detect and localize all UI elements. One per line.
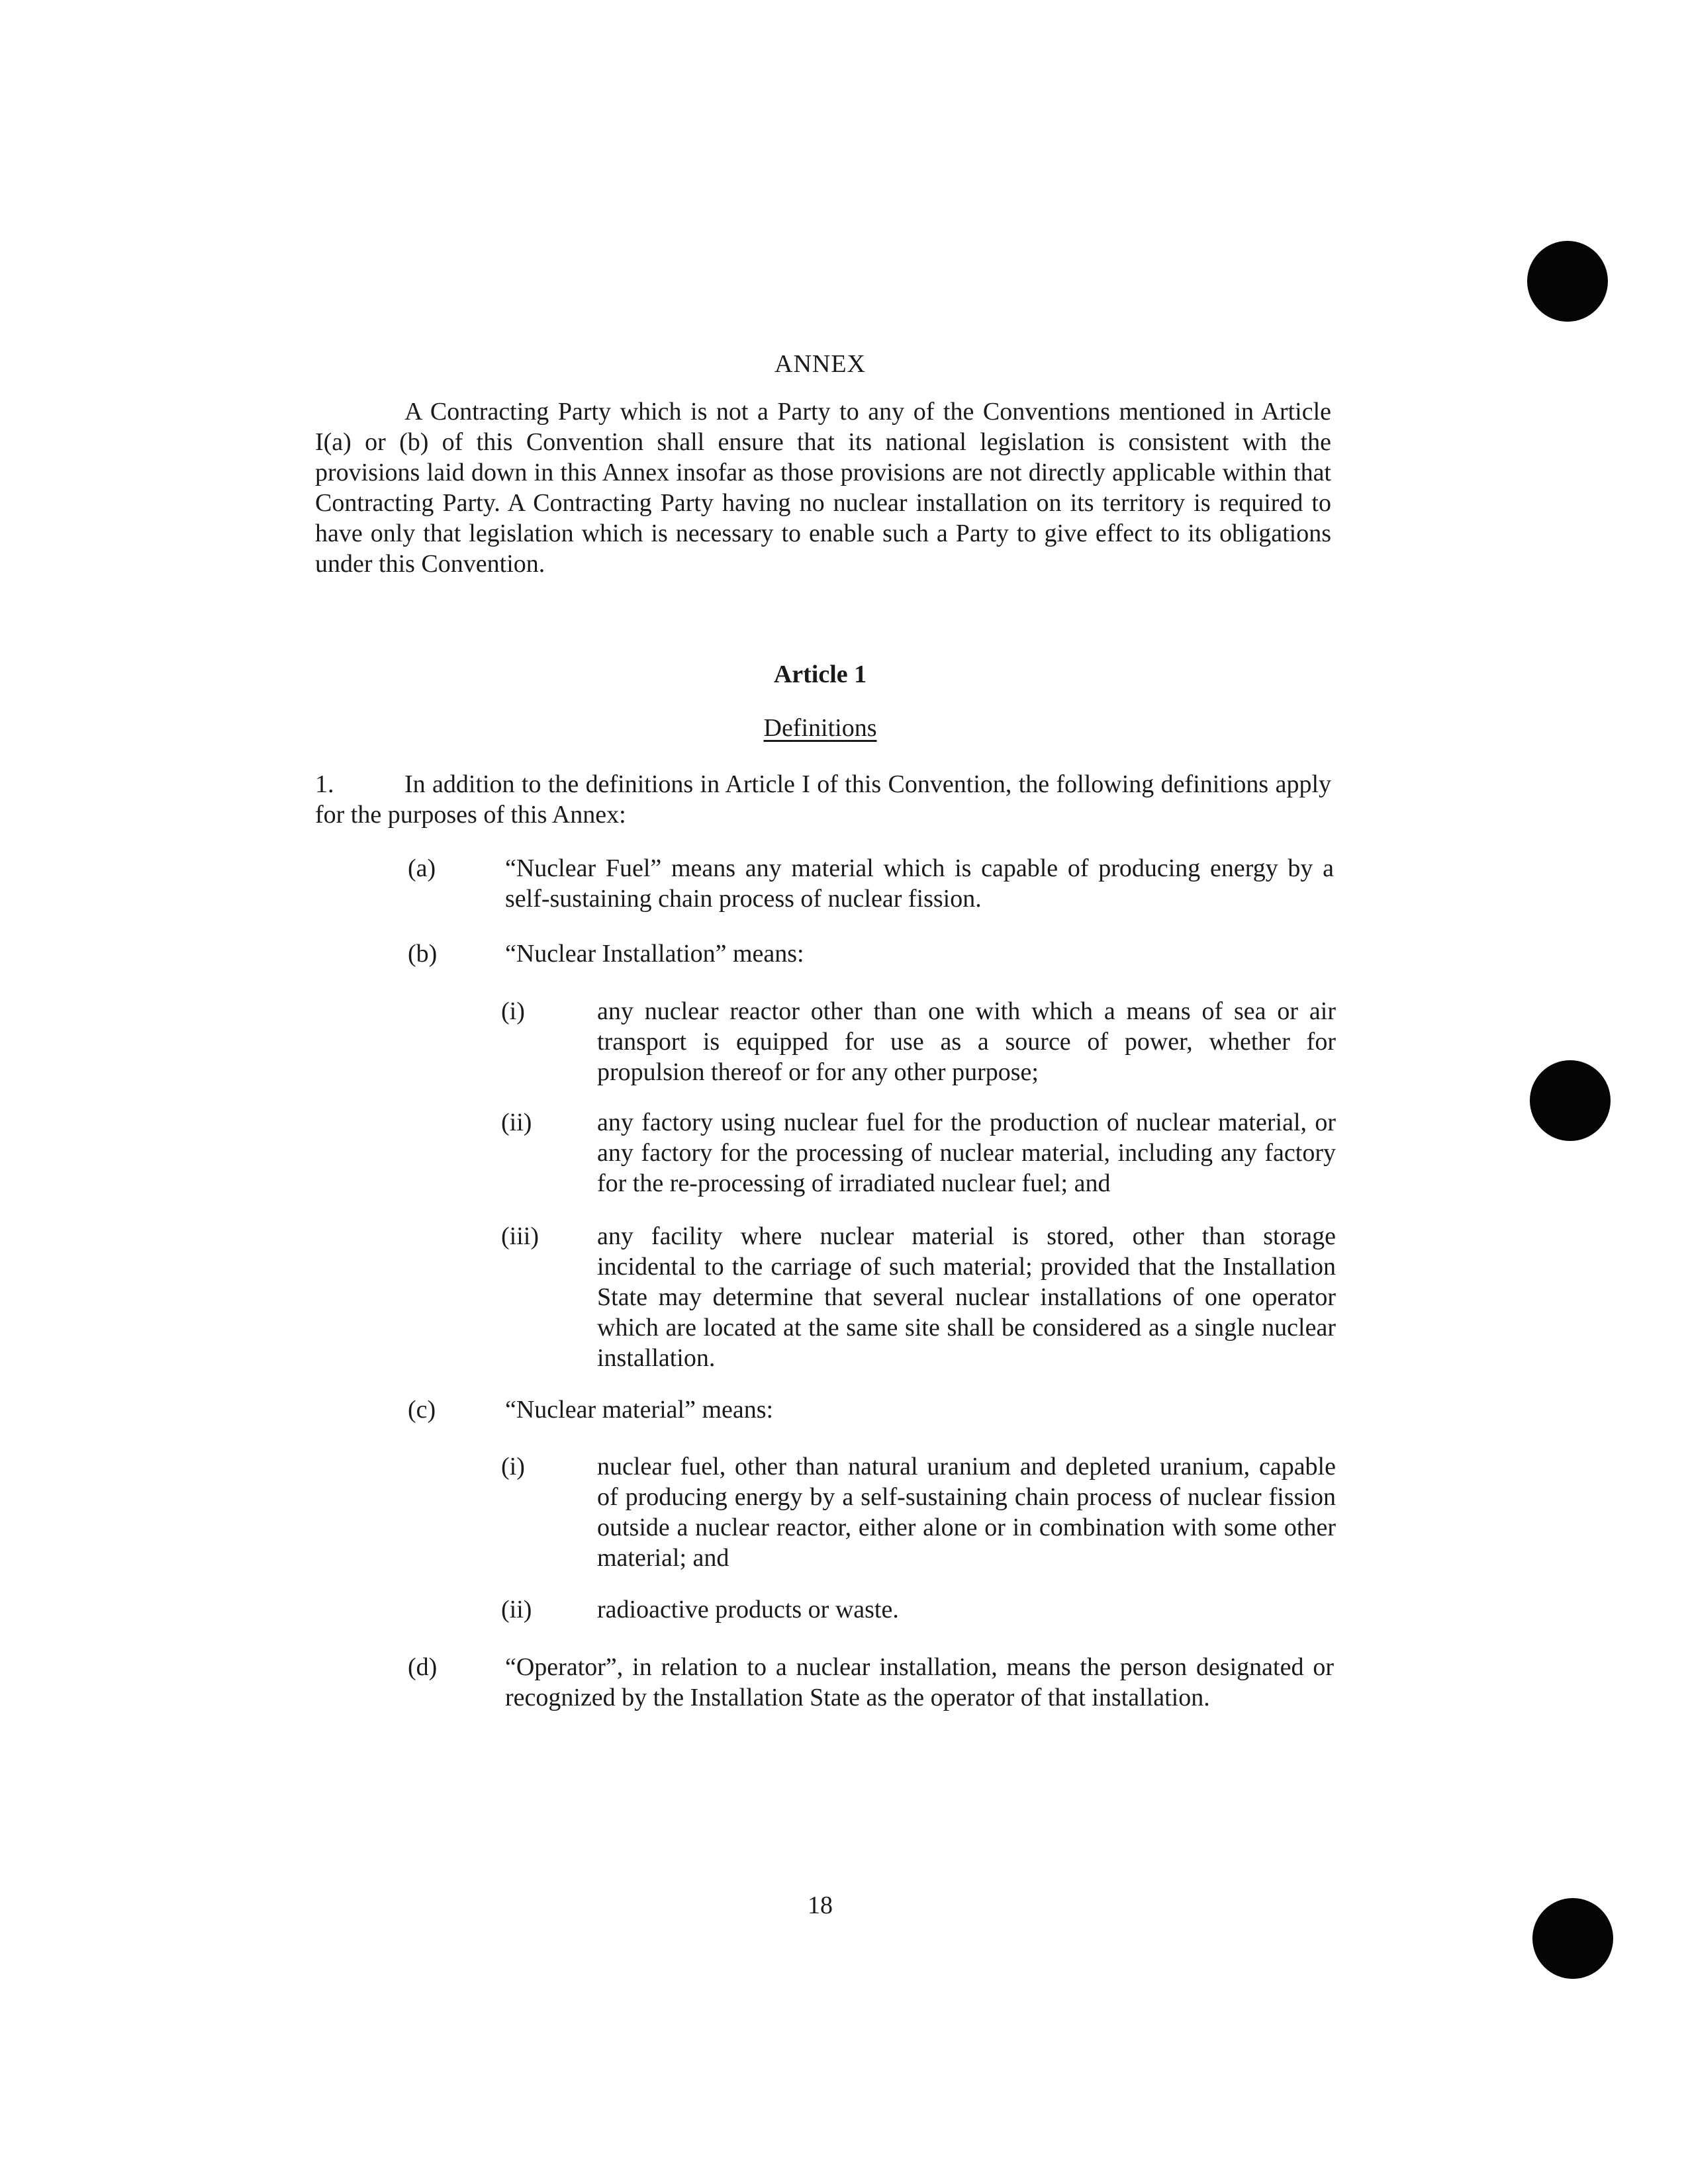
item-label: (b) bbox=[408, 940, 438, 968]
punch-hole-top bbox=[1527, 241, 1608, 322]
definitions-heading: Definitions bbox=[763, 714, 877, 742]
subitem-label: (i) bbox=[501, 1453, 525, 1480]
item-label: (d) bbox=[408, 1653, 438, 1681]
paragraph-text: In addition to the definitions in Article I of this Convention, the following definitions apply for the purposes of this Annex: bbox=[315, 770, 1331, 829]
subitem-text: nuclear fuel, other than natural uranium and depleted uranium, capable of producing energy by a self-sustaining chain process of nuclear fission outside a nuclear reactor, either alone or in combination with some other material; and bbox=[597, 1453, 1336, 1572]
subitem-text: any facility where nuclear material is stored, other than storage incidental to the carriage of such material; provided that the Installation State may determine that several nuclear installations of one operator which are located at the same site shall be considered as a single nuclear installation. bbox=[597, 1222, 1336, 1372]
subitem-text: radioactive products or waste. bbox=[597, 1596, 899, 1623]
intro-paragraph: A Contracting Party which is not a Party to any of the Conventions mentioned in Article I(a) or (b) of this Convention shall ensure that its national legislation is consistent with the provisions laid down in this Annex insofar as those provisions are not directly applicable within that Contracting Party. A Contracting Party having no nuclear installation on its territory is required to have only that legislation which is necessary to enable such a Party to give effect to its obligations under this Convention. bbox=[315, 398, 1331, 578]
item-label: (c) bbox=[408, 1396, 436, 1424]
paragraph-number: 1. bbox=[315, 770, 334, 798]
annex-title: ANNEX bbox=[774, 350, 866, 378]
subitem-label: (ii) bbox=[501, 1596, 532, 1623]
item-label: (a) bbox=[408, 854, 436, 882]
item-text: “Nuclear Installation” means: bbox=[505, 940, 804, 968]
item-text: “Nuclear Fuel” means any material which is capable of producing energy by a self-sustaining chain process of nuclear fission. bbox=[505, 854, 1334, 913]
subitem-label: (i) bbox=[501, 997, 525, 1025]
definitions-paragraph-1 bbox=[315, 769, 1331, 830]
punch-hole-middle bbox=[1530, 1060, 1611, 1141]
item-text: “Operator”, in relation to a nuclear installation, means the person designated or recognized by the Installation State as the operator of that installation. bbox=[505, 1653, 1334, 1711]
subitem-label: (iii) bbox=[501, 1222, 539, 1250]
subitem-text: any factory using nuclear fuel for the production of nuclear material, or any factory for the processing of nuclear material, including any factory for the re-processing of irradiated nuclear fuel; and bbox=[597, 1109, 1336, 1197]
article-title: Article 1 bbox=[773, 660, 867, 688]
item-text: “Nuclear material” means: bbox=[505, 1396, 774, 1424]
page-number: 18 bbox=[808, 1891, 833, 1919]
subitem-label: (ii) bbox=[501, 1109, 532, 1136]
subitem-text: any nuclear reactor other than one with which a means of sea or air transport is equipped for use as a source of power, whether for propulsion thereof or for any other purpose; bbox=[597, 997, 1336, 1086]
